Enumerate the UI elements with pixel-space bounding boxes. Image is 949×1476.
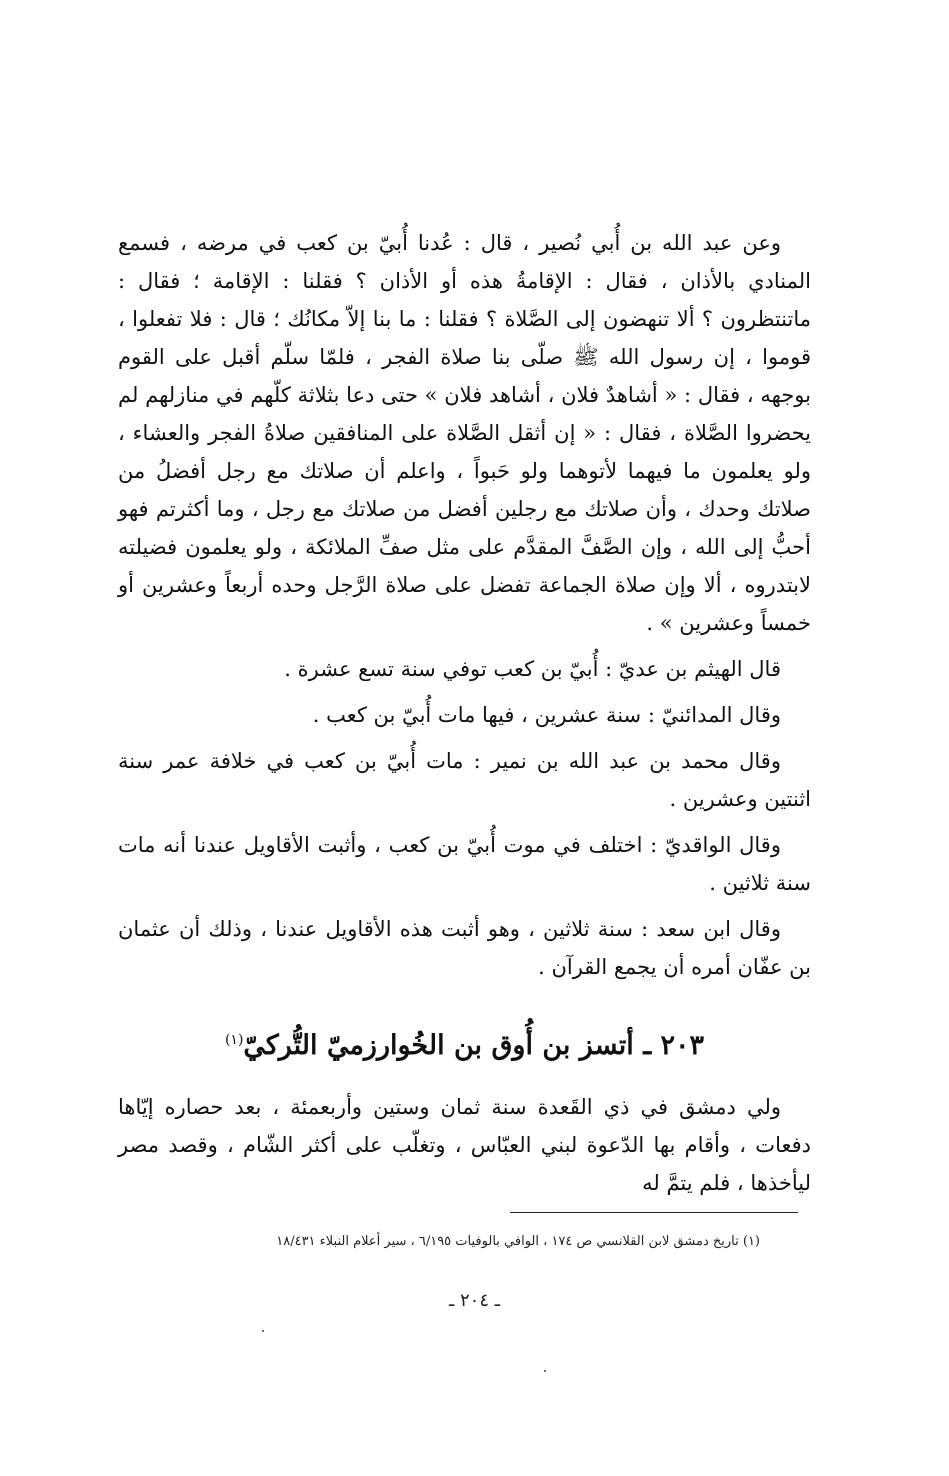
footnote: (١) تاريخ دمشق لابن القلانسي ص ١٧٤ ، الوافي بالوفيات ٦/١٩٥ ، سير أعلام النبلاء ١٨/٤٣١ <box>276 1234 760 1249</box>
paragraph-ibn-saad: وقال ابن سعد : سنة ثلاثين ، وهو أثبت هذه الأقاويل عندنا ، وذلك أن عثمان بن عفّان أمره أن يجمع القرآن . <box>118 917 811 979</box>
section-heading <box>118 1020 811 1066</box>
paragraph-madaini: وقال المدائنيّ : سنة عشرين ، فيها مات أُبيّ بن كعب . <box>312 703 781 727</box>
paragraph-waqidi: وقال الواقديّ : اختلف في موت أُبيّ بن كعب ، وأثبت الأقاويل عندنا أنه مات سنة ثلاثين . <box>118 833 811 895</box>
paragraph-section-body: ولي دمشق في ذي القَعدة سنة ثمان وستين وأربعمئة ، بعد حصاره إيّاها دفعات ، وأقام بها الدّعوة لبني العبّاس ، وتغلّب على أكثر الشّام ، وقصد مصر ليأخذها ، فلم يتمَّ له <box>118 1095 811 1195</box>
footnote-divider <box>510 1212 798 1213</box>
page-number: ـ ٢٠٤ ـ <box>448 1290 500 1311</box>
scan-speck <box>544 1370 546 1372</box>
paragraph-haytham: قال الهيثم بن عديّ : أُبيّ بن كعب توفي سنة تسع عشرة . <box>284 657 781 681</box>
footnote-marker: (١) <box>224 1032 244 1048</box>
scan-speck <box>262 1330 264 1332</box>
paragraph-hadith: وعن عبد الله بن أُبي نُصير ، قال : عُدنا أُبيّ بن كعب في مرضه ، فسمع المنادي بالأذان ، فقال : الإقامةُ هذه أو الأذان ؟ فقلنا : الإقامة ؛ فقال : ماتنتظرون ؟ ألا تنهضون إلى الصَّلاة ؟ فقلنا : ما بنا إلاّ مكانُك ؛ قال : فلا تفعلوا ، قوموا ، إن رسول الله ﷺ صلّى بنا صلاة الفجر ، فلمّا سلّم أقبل على القوم بوجهه ، فقال : « أشاهدٌ فلان ، أشاهد فلان » حتى دعا بثلاثة كلّهم في منازلهم لم يحضروا الصَّلاة ، فقال : « إن أثقل الصَّلاة على المنافقين صلاةُ الفجر والعشاء ، ولو يعلمون ما فيهما لأتوهما ولو حَبواً ، واعلم أن صلاتك مع رجل أفضلُ من صلاتك وحدك ، وأن صلاتك مع رجلين أفضل من صلاتك مع رجل ، وما أكثرتم فهو أحبُّ إلى الله ، وإن الصَّفَّ المقدَّم على مثل صفِّ الملائكة ، ولو يعلمون فضيلته لابتدروه ، ألا وإن صلاة الجماعة تفضل على صلاة الرَّجل وحده أربعاً وعشرين أو خمساً وعشرين » . <box>118 231 811 635</box>
paragraph-ibn-numayr: وقال محمد بن عبد الله بن نمير : مات أُبيّ بن كعب في خلافة عمر سنة اثنتين وعشرين . <box>118 749 811 811</box>
section-heading-text: ٢٠٣ ـ أتسز بن أُوق بن الخُوارزميّ التُّركيّ <box>243 1030 705 1061</box>
page-body <box>118 224 811 1202</box>
